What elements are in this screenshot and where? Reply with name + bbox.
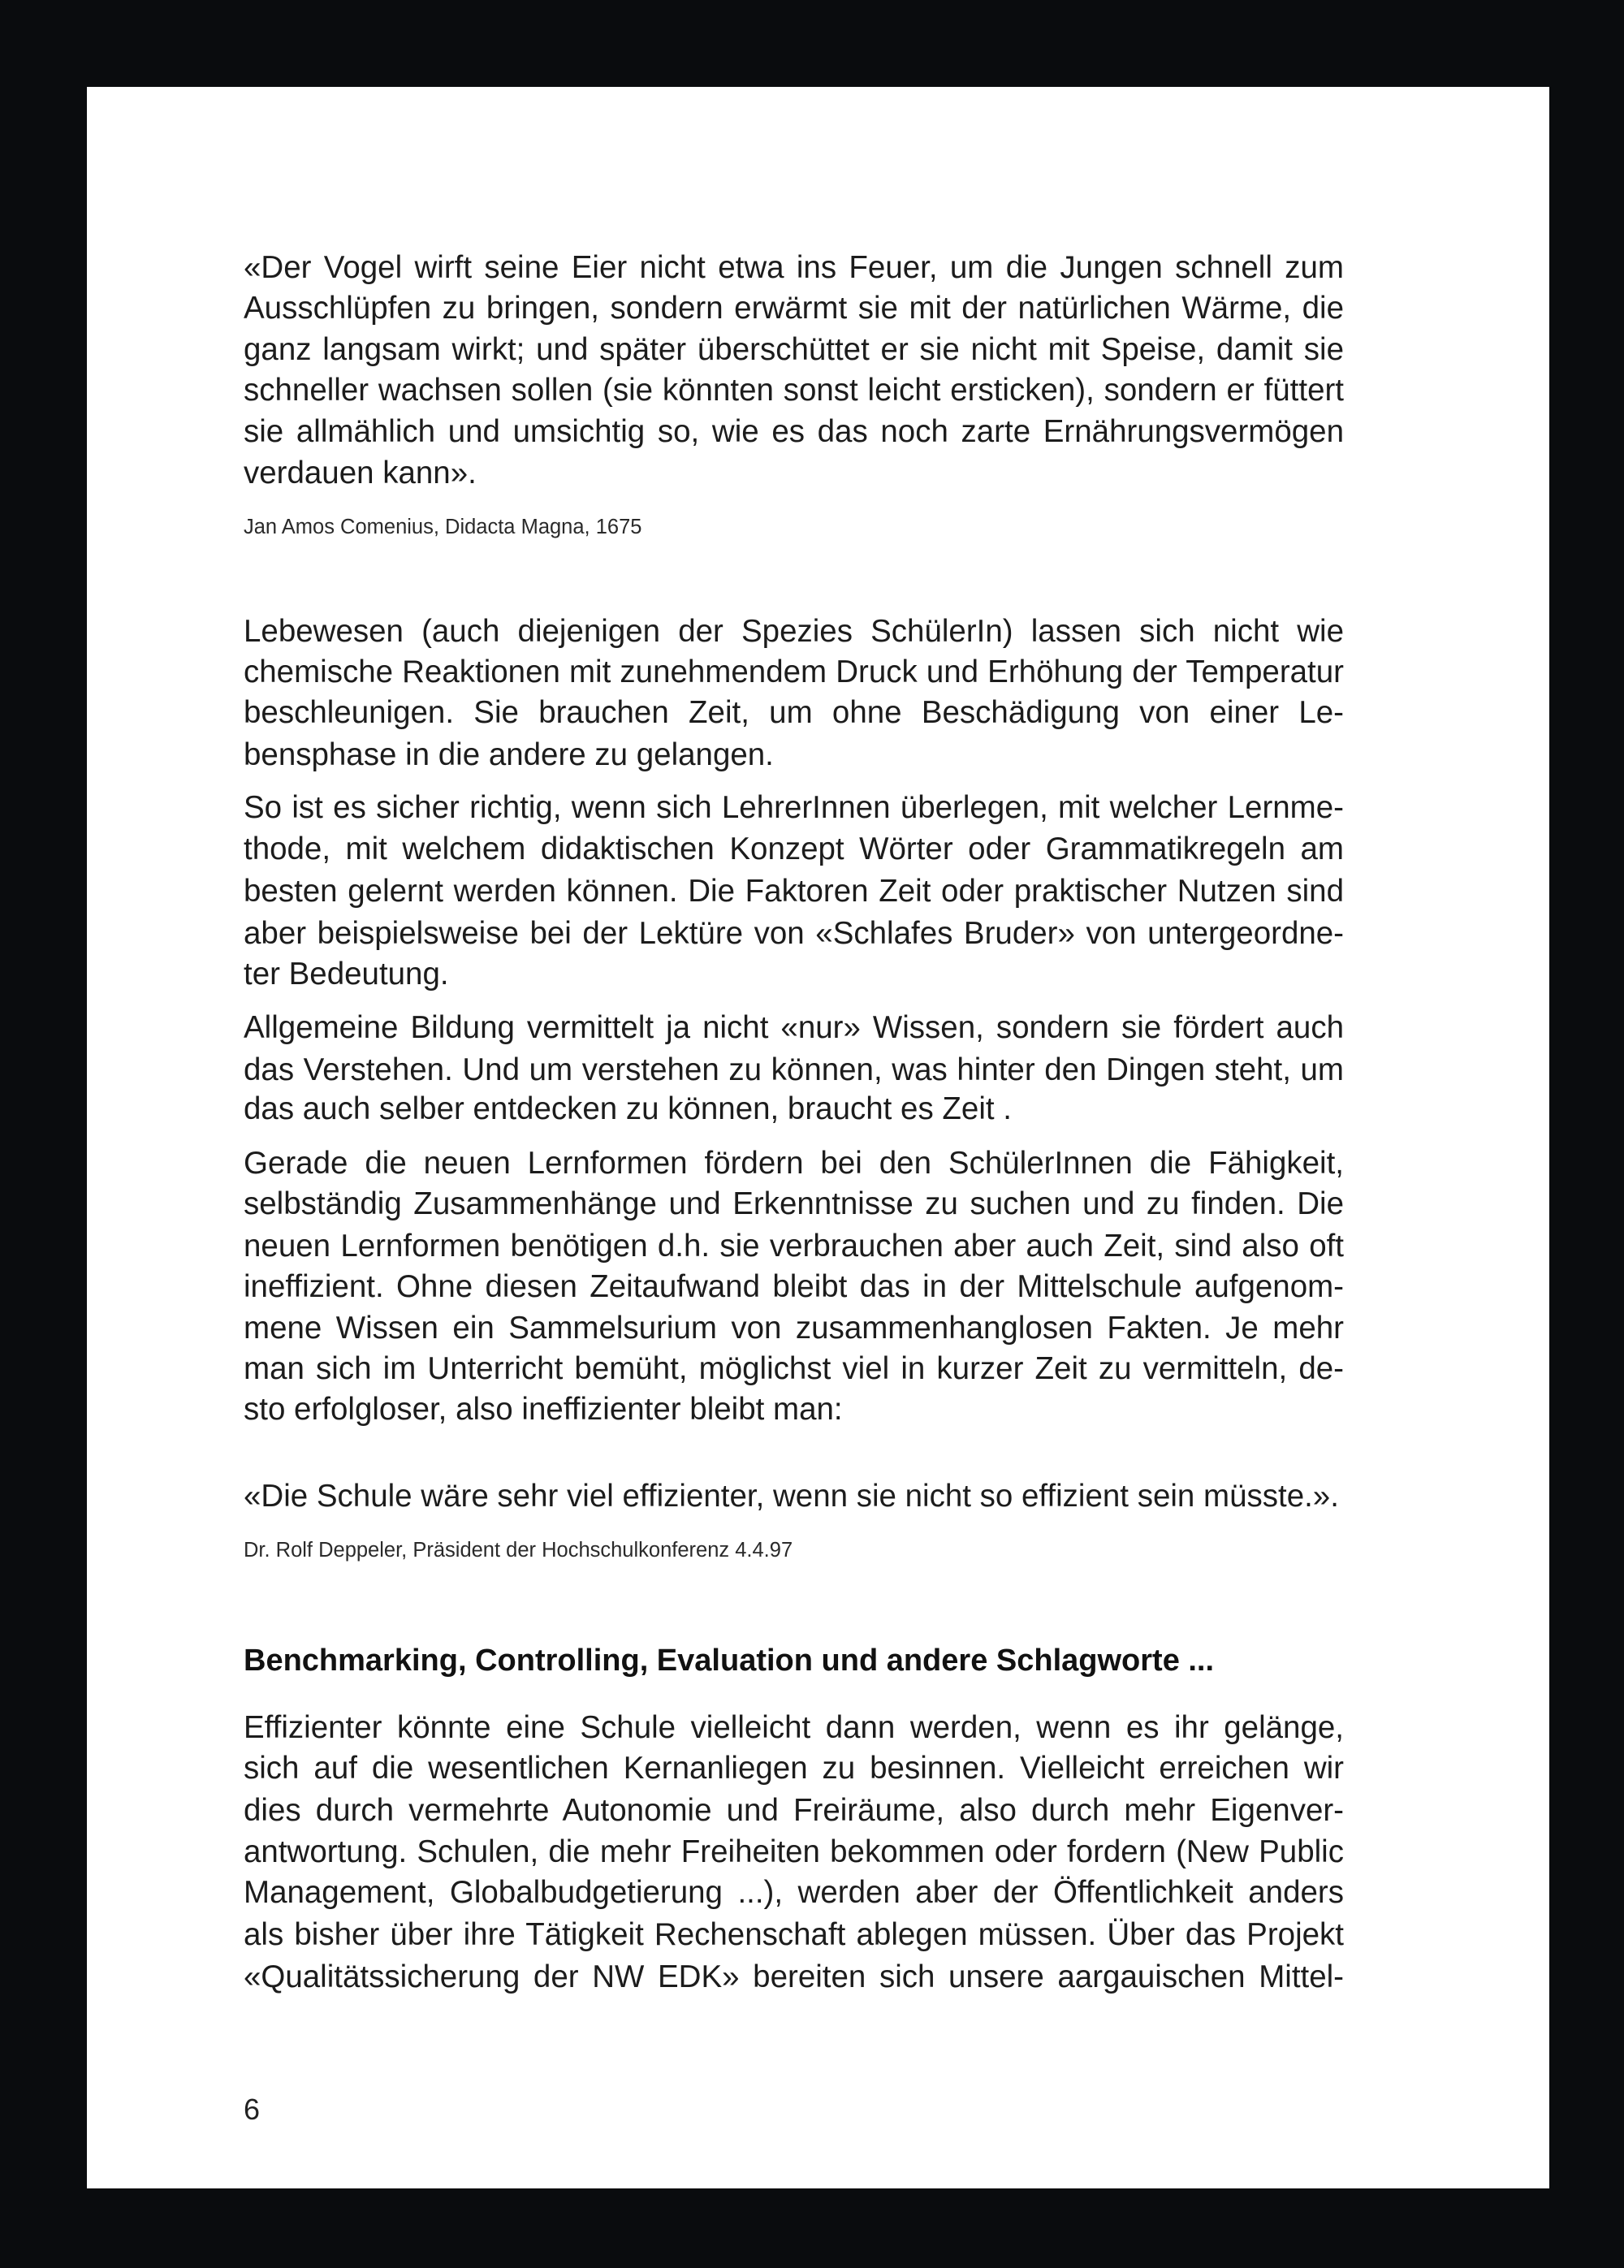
body-line: So ist es sicher richtig, wenn sich LehrerInnen überlegen, mit welcher Lernme- [244, 790, 1344, 825]
body-line: Allgemeine Bildung vermittelt ja nicht «nur» Wissen, sondern sie fördert auch [244, 1010, 1344, 1045]
page-number: 6 [244, 2093, 261, 2126]
section-heading: Benchmarking, Controlling, Evaluation und andere Schlagworte ... [244, 1644, 1215, 1678]
body-line: man sich im Unterricht bemüht, möglichst viel in kurzer Zeit zu vermitteln, de- [244, 1351, 1344, 1386]
body-line: Lebewesen (auch diejenigen der Spezies SchülerIn) lassen sich nicht wie [244, 614, 1344, 649]
body-line: thode, mit welchem didaktischen Konzept Wörter oder Grammatikregeln am [244, 832, 1344, 866]
body-line: bensphase in die andere zu gelangen. [244, 737, 774, 772]
quote-line: Ausschlüpfen zu bringen, sondern erwärmt sie mit der natürlichen Wärme, die [244, 291, 1344, 326]
body-line: ter Bedeutung. [244, 957, 449, 991]
body-line: selbständig Zusammenhänge und Erkenntnisse zu suchen und zu finden. Die [244, 1186, 1344, 1221]
body-line: aber beispielsweise bei der Lektüre von «Schlafes Bruder» von untergeordne- [244, 916, 1344, 951]
body-line: das auch selber entdecken zu können, braucht es Zeit . [244, 1091, 1012, 1126]
quote-line: «Die Schule wäre sehr viel effizienter, wenn sie nicht so effizient sein müsste.». [244, 1479, 1339, 1514]
body-line: mene Wissen ein Sammelsurium von zusammenhanglosen Fakten. Je mehr [244, 1311, 1344, 1346]
body-line: das Verstehen. Und um verstehen zu können, was hinter den Dingen steht, um [244, 1052, 1344, 1087]
body-line: beschleunigen. Sie brauchen Zeit, um ohne Beschädigung von einer Le- [244, 695, 1344, 730]
quote-citation: Dr. Rolf Deppeler, Präsident der Hochschulkonferenz 4.4.97 [244, 1539, 793, 1562]
quote-line: «Der Vogel wirft seine Eier nicht etwa ins Feuer, um die Jungen schnell zum [244, 250, 1344, 285]
body-line: neuen Lernformen benötigen d.h. sie verbrauchen aber auch Zeit, sind also oft [244, 1229, 1344, 1264]
quote-line: ganz langsam wirkt; und später überschüttet er sie nicht mit Speise, damit sie [244, 332, 1344, 367]
body-line: chemische Reaktionen mit zunehmendem Druck und Erhöhung der Temperatur [244, 654, 1344, 689]
body-line: als bisher über ihre Tätigkeit Rechenschaft ablegen müssen. Über das Projekt [244, 1917, 1344, 1952]
quote-line: verdauen kann». [244, 456, 477, 490]
body-line: dies durch vermehrte Autonomie und Freiräume, also durch mehr Eigenver- [244, 1793, 1344, 1828]
body-line: antwortung. Schulen, die mehr Freiheiten bekommen oder fordern (New Public [244, 1834, 1344, 1869]
quote-citation: Jan Amos Comenius, Didacta Magna, 1675 [244, 516, 642, 538]
body-line: Management, Globalbudgetierung ...), werden aber der Öffentlichkeit anders [244, 1875, 1344, 1910]
quote-line: schneller wachsen sollen (sie könnten sonst leicht ersticken), sondern er füttert [244, 373, 1344, 408]
body-line: besten gelernt werden können. Die Faktoren Zeit oder praktischer Nutzen sind [244, 874, 1344, 909]
quote-line: sie allmählich und umsichtig so, wie es das noch zarte Ernährungsvermögen [244, 414, 1344, 449]
body-line: Effizienter könnte eine Schule vielleicht dann werden, wenn es ihr gelänge, [244, 1710, 1344, 1745]
body-line: ineffizient. Ohne diesen Zeitaufwand bleibt das in der Mittelschule aufgenom- [244, 1269, 1344, 1304]
body-line: sich auf die wesentlichen Kernanliegen zu besinnen. Vielleicht erreichen wir [244, 1751, 1344, 1786]
body-line: sto erfolgloser, also ineffizienter bleibt man: [244, 1392, 843, 1427]
body-line: Gerade die neuen Lernformen fördern bei den SchülerInnen die Fähigkeit, [244, 1146, 1344, 1181]
body-line: «Qualitätssicherung der NW EDK» bereiten sich unsere aargauischen Mittel- [244, 1959, 1344, 1994]
